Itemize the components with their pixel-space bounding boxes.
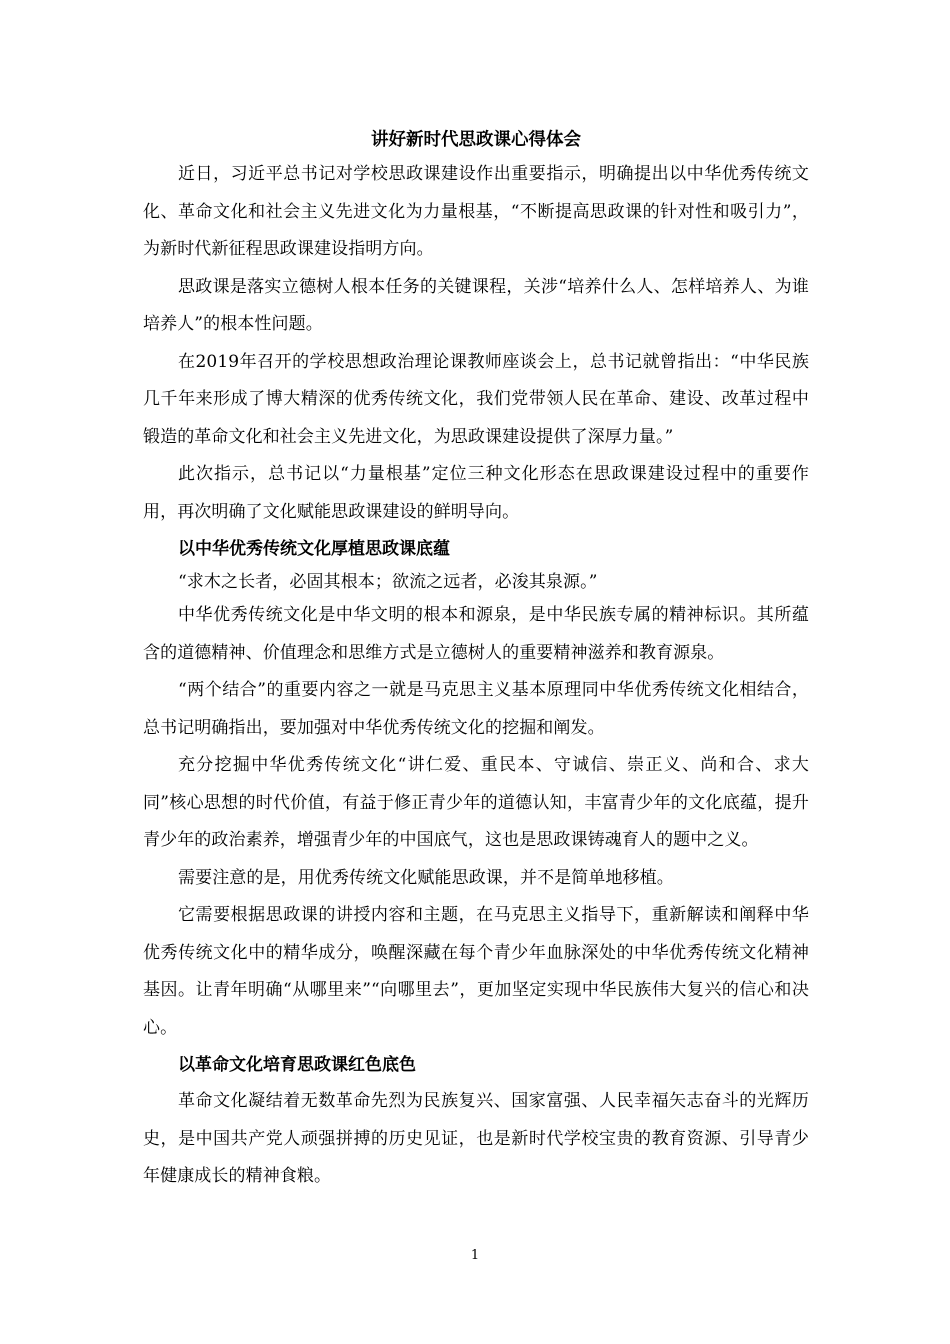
paragraph: 需要注意的是，用优秀传统文化赋能思政课，并不是简单地移植。 [178,867,674,888]
paragraph: 近日，习近平总书记对学校思政课建设作出重要指示，明确提出以中华优秀传统文化、革命文化和社会主义先进文化为力量根基，“不断提高思政课的针对性和吸引力”，为新时代新征程思政课建设指明方向。 [143,164,809,259]
paragraph: 此次指示，总书记以“力量根基”定位三种文化形态在思政课建设过程中的重要作用，再次明确了文化赋能思政课建设的鲜明导向。 [143,464,809,522]
paragraph: 在2019年召开的学校思想政治理论课教师座谈会上，总书记就曾指出：“中华民族几千年来形成了博大精深的优秀传统文化，我们党带领人民在革命、建设、改革过程中锻造的革命文化和社会主义先进文化，为思政课建设提供了深厚力量。” [143,351,809,447]
paragraph: 充分挖掘中华优秀传统文化“讲仁爱、重民本、守诚信、崇正义、尚和合、求大同”核心思想的时代价值，有益于修正青少年的道德认知，丰富青少年的文化底蕴，提升青少年的政治素养，增强青少年的中国底气，这也是思政课铸魂育人的题中之义。 [143,755,809,850]
document-body [143,124,809,1196]
section-heading: 以中华优秀传统文化厚植思政课底蕴 [178,539,450,559]
section-heading: 以革命文化培育思政课红色底色 [178,1055,416,1075]
paragraph: 它需要根据思政课的讲授内容和主题，在马克思主义指导下，重新解读和阐释中华优秀传统文化中的精华成分，唤醒深藏在每个青少年血脉深处的中华优秀传统文化精神基因。让青年明确“从哪里来”“向哪里去”，更加坚定实现中华民族伟大复兴的信心和决心。 [143,905,809,1038]
paragraph: “两个结合”的重要内容之一就是马克思主义基本原理同中华优秀传统文化相结合，总书记明确指出，要加强对中华优秀传统文化的挖掘和阐发。 [143,680,809,738]
quote-paragraph: “求木之长者，必固其根本；欲流之远者，必浚其泉源。” [178,572,598,592]
document-title: 讲好新时代思政课心得体会 [371,130,581,150]
page-number: 1 [470,1248,480,1263]
paragraph: 思政课是落实立德树人根本任务的关键课程，关涉“培养什么人、怎样培养人、为谁培养人”的根本性问题。 [143,276,809,334]
paragraph: 革命文化凝结着无数革命先烈为民族复兴、国家富强、人民幸福矢志奋斗的光辉历史，是中国共产党人顽强拼搏的历史见证，也是新时代学校宝贵的教育资源、引导青少年健康成长的精神食粮。 [143,1091,809,1186]
paragraph: 中华优秀传统文化是中华文明的根本和源泉，是中华民族专属的精神标识。其所蕴含的道德精神、价值理念和思维方式是立德树人的重要精神滋养和教育源泉。 [143,605,809,663]
